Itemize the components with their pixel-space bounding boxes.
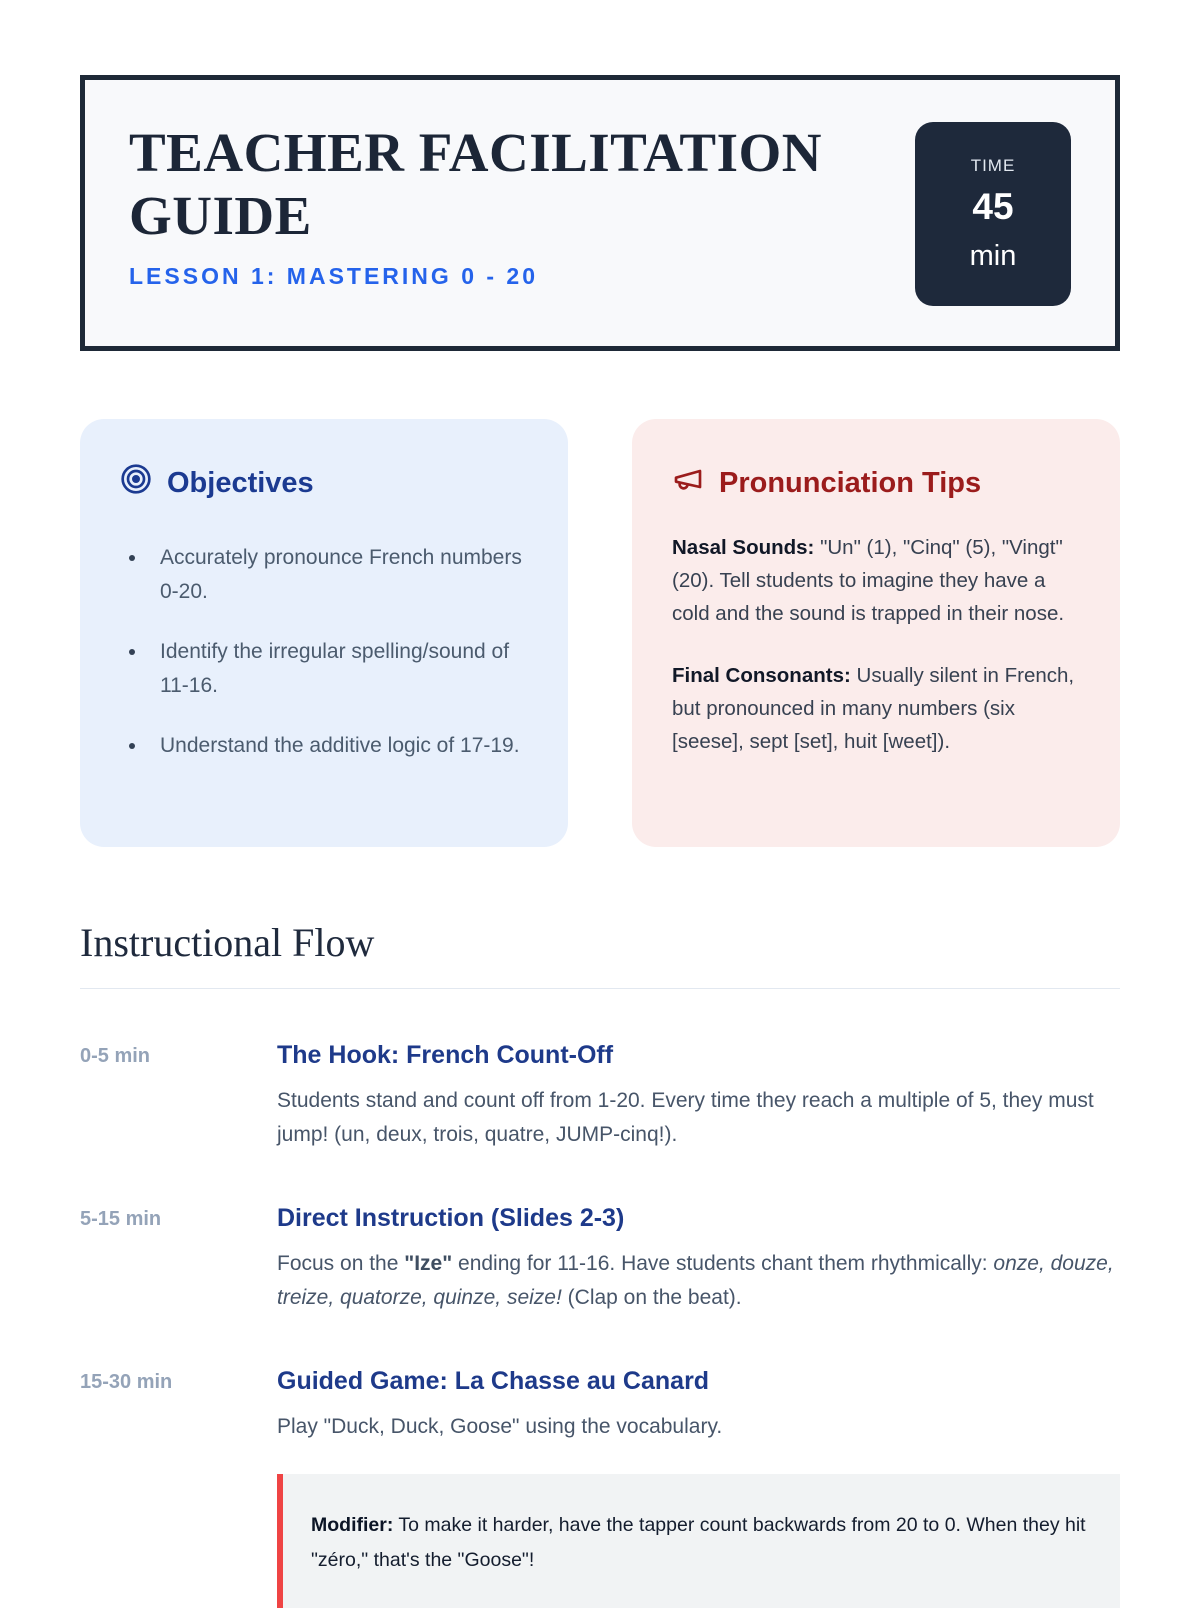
megaphone-icon [672, 463, 704, 503]
modifier-label: Modifier: [311, 1514, 394, 1537]
objective-item: • Accurately pronounce French numbers 0-20. [148, 541, 528, 608]
target-bullseye-icon [120, 463, 152, 503]
entry-time-range: 15-30 min [80, 1371, 173, 1394]
flow-entry-direct-instruction [80, 1204, 1120, 1315]
objectives-card [80, 419, 568, 847]
objectives-list [120, 541, 528, 763]
time-badge-value: 45 [972, 185, 1014, 227]
objective-item: • Identify the irregular spelling/sound of 11-16. [148, 635, 528, 702]
entry-time-range: 0-5 min [80, 1045, 151, 1067]
info-cards-row [80, 419, 1120, 847]
instructional-flow-title: Instructional Flow [80, 919, 1120, 989]
tip-final-consonants [672, 659, 1080, 759]
objectives-heading [120, 463, 528, 503]
flow-entry-guided-game [80, 1367, 1120, 1608]
entry-time-range: 5-15 min [80, 1208, 162, 1231]
tip-text: "Un" (1), "Cinq" (5), "Vingt" (20). Tell students to imagine they have a cold and the sound is trapped in their nose. [672, 536, 1065, 626]
objective-item: • Understand the additive logic of 17-19. [148, 729, 528, 763]
entry-content [277, 1367, 1120, 1608]
entry-title: The Hook: French Count-Off [277, 1041, 614, 1069]
tip-nasal-sounds [672, 531, 1080, 631]
entry-description: Play "Duck, Duck, Goose" using the vocabulary. [277, 1415, 723, 1439]
entry-description: Students stand and count off from 1-20. Every time they reach a multiple of 5, they must jump! (un, deux, trois, quatre, JUMP-cinq!). [277, 1089, 1094, 1147]
pronunciation-title: Pronunciation Tips [719, 466, 982, 499]
entry-title: Direct Instruction (Slides 2-3) [277, 1204, 625, 1233]
lesson-subtitle: LESSON 1: MASTERING 0 - 20 [129, 263, 539, 290]
entry-description: Focus on the "Ize" ending for 11-16. Have students chant them rhythmically: onze, douze, treize, quatorze, quinze, seize! (Clap on the beat). [277, 1252, 1114, 1310]
flow-entry-hook [80, 1041, 1120, 1152]
modifier-text: To make it harder, have the tapper count backwards from 20 to 0. When they hit "zéro," that's the "Goose"! [311, 1514, 1086, 1572]
instructional-flow-section [80, 919, 1120, 1608]
time-badge-label: TIME [970, 155, 1016, 175]
tip-label: Final Consonants: [672, 663, 851, 687]
objectives-title: Objectives [167, 466, 314, 499]
tip-label: Nasal Sounds: [672, 536, 815, 559]
pronunciation-tips-card [632, 419, 1120, 847]
guide-header [80, 75, 1120, 351]
entry-content [277, 1204, 1120, 1315]
entry-title: Guided Game: La Chasse au Canard [277, 1367, 710, 1396]
header-text-block [129, 122, 889, 290]
time-badge [915, 122, 1071, 306]
page-title: TEACHER FACILITATION GUIDE [129, 122, 823, 246]
modifier-callout [277, 1474, 1120, 1608]
pronunciation-heading [672, 463, 1080, 503]
time-badge-unit: min [969, 239, 1017, 272]
tip-text: Usually silent in French, but pronounced in many numbers (six [seese], sept [set], huit [weet]). [672, 663, 1075, 754]
entry-content [277, 1041, 1120, 1152]
